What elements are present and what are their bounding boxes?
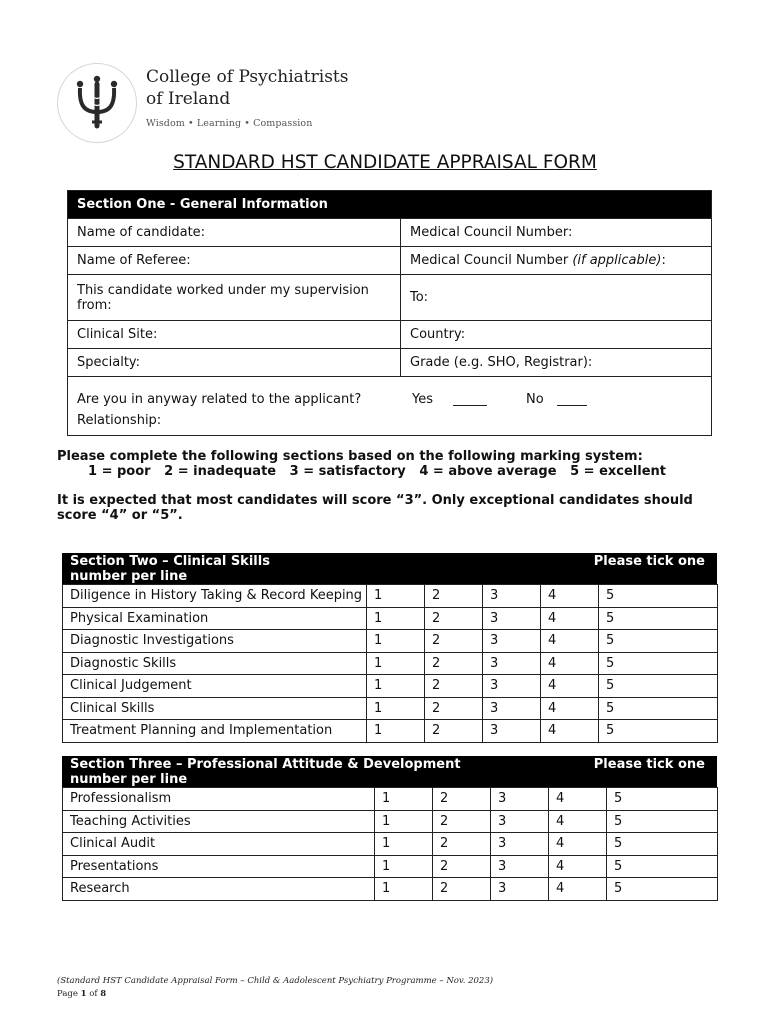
section-three-subtitle: number per line — [70, 772, 188, 787]
score-option-3[interactable]: 3 — [491, 833, 549, 856]
candidate-name-field[interactable]: Name of candidate: — [68, 219, 401, 246]
criterion-label: Diagnostic Skills — [63, 652, 367, 675]
score-option-4[interactable]: 4 — [541, 652, 599, 675]
section-one-header: Section One - General Information — [68, 191, 711, 218]
section-two-grid — [62, 584, 718, 743]
expectation-note-line2: score “4” or “5”. — [57, 508, 183, 523]
related-question: Are you in anyway related to the applicant? — [77, 392, 362, 407]
score-option-1[interactable]: 1 — [367, 630, 425, 653]
referee-council-number-field[interactable]: Medical Council Number (if applicable) : — [410, 253, 666, 268]
form-row — [68, 320, 711, 348]
criterion-label: Diagnostic Investigations — [63, 630, 367, 653]
criterion-label: Treatment Planning and Implementation — [63, 720, 367, 743]
logo-tagline: Wisdom • Learning • Compassion — [146, 118, 313, 129]
criterion-label: Research — [63, 878, 375, 901]
supervision-to-field[interactable]: To: — [410, 290, 429, 305]
form-row — [68, 274, 711, 320]
section-two-title: Section Two – Clinical Skills — [70, 554, 270, 569]
section-two-subtitle: number per line — [70, 569, 188, 584]
logo-emblem — [57, 63, 137, 143]
score-option-4[interactable]: 4 — [541, 630, 599, 653]
score-option-4[interactable]: 4 — [549, 833, 607, 856]
no-answer-line[interactable] — [557, 395, 587, 406]
section-two-header — [62, 553, 717, 584]
section-one-table — [67, 190, 712, 436]
score-option-1[interactable]: 1 — [375, 855, 433, 878]
score-option-5[interactable]: 5 — [599, 585, 718, 608]
grade-field[interactable]: Grade (e.g. SHO, Registrar): — [410, 355, 593, 370]
score-option-2[interactable]: 2 — [425, 630, 483, 653]
score-option-5[interactable]: 5 — [599, 697, 718, 720]
specialty-field[interactable]: Specialty: — [68, 349, 401, 376]
rating-row — [63, 607, 718, 630]
score-option-4[interactable]: 4 — [541, 720, 599, 743]
score-option-4[interactable]: 4 — [541, 697, 599, 720]
score-option-4[interactable]: 4 — [549, 788, 607, 811]
psi-logo-icon — [58, 64, 136, 142]
score-option-2[interactable]: 2 — [425, 652, 483, 675]
criterion-label: Physical Examination — [63, 607, 367, 630]
form-row — [68, 348, 711, 376]
logo-org-line2: of Ireland — [146, 89, 231, 109]
score-option-5[interactable]: 5 — [607, 878, 718, 901]
score-option-1[interactable]: 1 — [375, 833, 433, 856]
logo-org-name — [146, 66, 348, 110]
logo-org-line1: College of Psychiatrists — [146, 67, 349, 87]
score-option-3[interactable]: 3 — [491, 855, 549, 878]
criterion-label: Presentations — [63, 855, 375, 878]
score-option-2[interactable]: 2 — [433, 810, 491, 833]
section-three-tick-label: Please tick one — [593, 757, 705, 772]
score-option-5[interactable]: 5 — [599, 652, 718, 675]
score-option-4[interactable]: 4 — [541, 585, 599, 608]
score-option-2[interactable]: 2 — [425, 607, 483, 630]
score-option-1[interactable]: 1 — [367, 607, 425, 630]
rating-row — [63, 675, 718, 698]
score-option-2[interactable]: 2 — [425, 697, 483, 720]
score-option-4[interactable]: 4 — [549, 855, 607, 878]
expectation-note-line1: It is expected that most candidates will score “3”. Only exceptional candidates should — [57, 493, 693, 508]
score-option-5[interactable]: 5 — [599, 607, 718, 630]
score-option-4[interactable]: 4 — [541, 607, 599, 630]
clinical-site-field[interactable]: Clinical Site: — [68, 321, 401, 348]
score-option-5[interactable]: 5 — [607, 810, 718, 833]
rating-row — [63, 855, 718, 878]
score-option-5[interactable]: 5 — [607, 788, 718, 811]
score-option-1[interactable]: 1 — [375, 810, 433, 833]
rating-row — [63, 720, 718, 743]
relationship-field[interactable]: Relationship: — [77, 413, 162, 428]
score-option-5[interactable]: 5 — [599, 720, 718, 743]
score-option-5[interactable]: 5 — [607, 855, 718, 878]
relationship-block — [68, 376, 711, 435]
score-option-3[interactable]: 3 — [483, 630, 541, 653]
criterion-label: Diligence in History Taking & Record Keeping — [63, 585, 367, 608]
score-option-3[interactable]: 3 — [491, 788, 549, 811]
form-row — [68, 218, 711, 246]
section-three-grid — [62, 787, 718, 901]
no-label: No — [526, 392, 544, 407]
rating-row — [63, 652, 718, 675]
section-two-tick-label: Please tick one — [593, 554, 705, 569]
criterion-label: Clinical Skills — [63, 697, 367, 720]
score-option-3[interactable]: 3 — [483, 697, 541, 720]
score-option-2[interactable]: 2 — [425, 675, 483, 698]
yes-answer-line[interactable] — [453, 395, 487, 406]
score-option-2[interactable]: 2 — [433, 788, 491, 811]
score-option-1[interactable]: 1 — [375, 878, 433, 901]
score-option-3[interactable]: 3 — [483, 675, 541, 698]
rating-row — [63, 788, 718, 811]
score-option-4[interactable]: 4 — [549, 810, 607, 833]
score-option-3[interactable]: 3 — [483, 585, 541, 608]
score-option-2[interactable]: 2 — [433, 855, 491, 878]
yes-label: Yes — [412, 392, 433, 407]
score-option-1[interactable]: 1 — [367, 585, 425, 608]
form-row — [68, 246, 711, 274]
score-option-3[interactable]: 3 — [491, 878, 549, 901]
page-title: STANDARD HST CANDIDATE APPRAISAL FORM — [173, 152, 597, 173]
score-option-2[interactable]: 2 — [425, 720, 483, 743]
score-option-3[interactable]: 3 — [483, 607, 541, 630]
score-option-4[interactable]: 4 — [549, 878, 607, 901]
criterion-label: Teaching Activities — [63, 810, 375, 833]
score-option-1[interactable]: 1 — [367, 652, 425, 675]
medical-council-number-field[interactable]: Medical Council Number: — [410, 225, 573, 240]
section-three-title: Section Three – Professional Attitude & Development — [70, 757, 461, 772]
criterion-label: Clinical Audit — [63, 833, 375, 856]
section-three-header — [62, 756, 717, 787]
score-option-1[interactable]: 1 — [367, 675, 425, 698]
rating-row — [63, 630, 718, 653]
footer-text: (Standard HST Candidate Appraisal Form – Child & Aadolescent Psychiatry Programme – Nov. 2023) — [57, 976, 494, 986]
section-two-table — [62, 553, 718, 743]
instruction-line: Please complete the following sections based on the following marking system: — [57, 449, 643, 464]
score-option-2[interactable]: 2 — [425, 585, 483, 608]
rating-row — [63, 810, 718, 833]
rating-row — [63, 878, 718, 901]
rating-row — [63, 585, 718, 608]
country-field[interactable]: Country: — [410, 327, 466, 342]
referee-name-field[interactable]: Name of Referee: — [68, 247, 401, 274]
page-number: Page 1 of 8 — [57, 989, 107, 999]
marking-scale: 1 = poor 2 = inadequate 3 = satisfactory 4 = above average 5 = excellent — [88, 464, 667, 479]
score-option-2[interactable]: 2 — [433, 833, 491, 856]
score-option-5[interactable]: 5 — [599, 675, 718, 698]
criterion-label: Clinical Judgement — [63, 675, 367, 698]
score-option-1[interactable]: 1 — [375, 788, 433, 811]
score-option-3[interactable]: 3 — [491, 810, 549, 833]
score-option-5[interactable]: 5 — [607, 833, 718, 856]
score-option-4[interactable]: 4 — [541, 675, 599, 698]
score-option-1[interactable]: 1 — [367, 720, 425, 743]
rating-row — [63, 697, 718, 720]
score-option-1[interactable]: 1 — [367, 697, 425, 720]
supervision-from-field[interactable]: This candidate worked under my supervision from: — [68, 275, 401, 320]
score-option-3[interactable]: 3 — [483, 652, 541, 675]
criterion-label: Professionalism — [63, 788, 375, 811]
score-option-2[interactable]: 2 — [433, 878, 491, 901]
score-option-5[interactable]: 5 — [599, 630, 718, 653]
rating-row — [63, 833, 718, 856]
section-three-table — [62, 756, 718, 901]
score-option-3[interactable]: 3 — [483, 720, 541, 743]
